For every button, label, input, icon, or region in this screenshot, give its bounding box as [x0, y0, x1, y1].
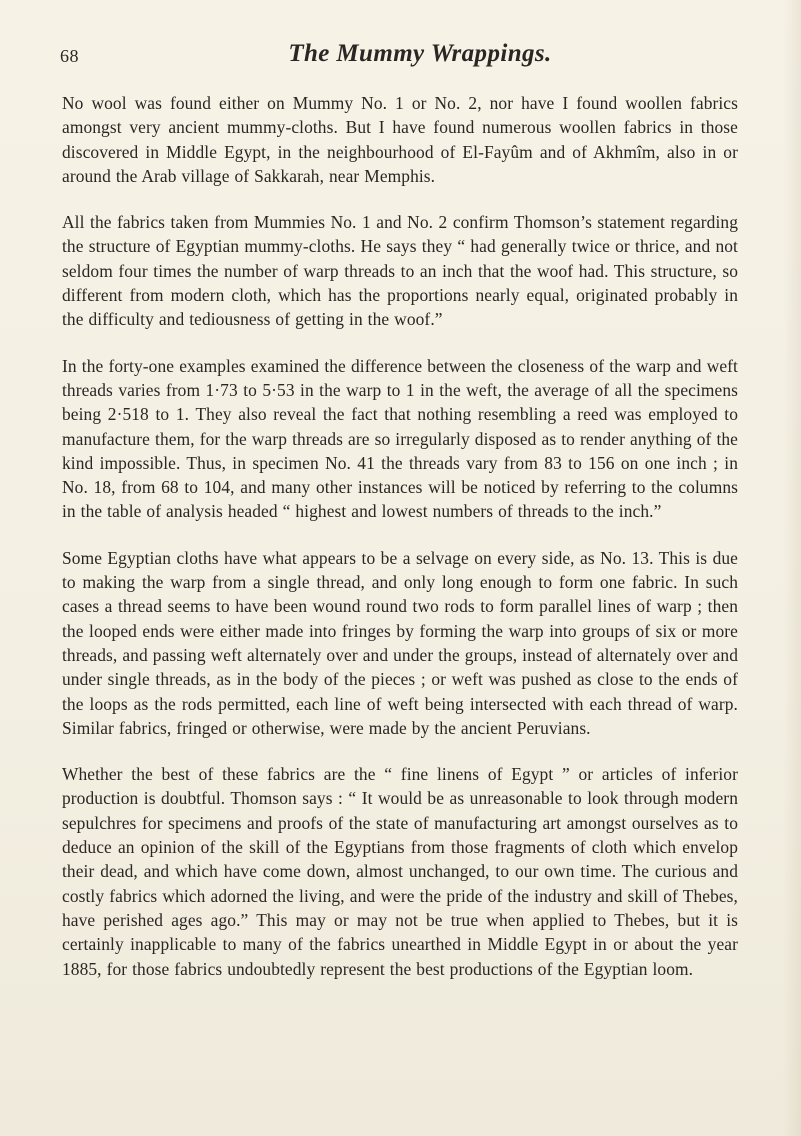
paragraph: All the fabrics taken from Mummies No. 1 and No. 2 confirm Thomson’s statement regarding the structure of Egyptian mummy-cloths. He says they “ had generally twice or thrice, and not seldom four times the number of warp threads to an inch that the woof had. This structure, so different from modern cloth, which has the proportions nearly equal, originated probably in the difficulty and tediousness of getting in the woof.” [62, 212, 738, 330]
paragraph: Whether the best of these fabrics are the “ fine linens of Egypt ” or articles of inferior production is doubtful. Thomson says : “ It would be as unreasonable to look through modern sepulchres for specimens and proofs of the state of manufacturing art amongst ourselves as to deduce an opinion of the skill of the Egyptians from those fragments of cloth which envelop their dead, and which have come down, almost unchanged, to our own time. The curious and costly fabrics which adorned the living, and were the pride of the industry and skill of Thebes, have perished ages ago.” This may or may not be true when applied to Thebes, but it is certainly inapplicable to many of the fabrics unearthed in Middle Egypt in or about the year 1885, for those fabrics undoubtedly represent the best productions of the Egyptian loom. [62, 764, 738, 979]
page-edge-shade [783, 0, 801, 1136]
page-header [60, 40, 740, 76]
paragraph: No wool was found either on Mummy No. 1 or No. 2, nor have I found woollen fabrics amongst very ancient mummy-cloths. But I have found numerous woollen fabrics in those discovered in Middle Egypt, in the neighbourhood of El-Fayûm and of Akhmîm, also in or around the Arab village of Sakkarah, near Memphis. [62, 93, 738, 186]
running-title: The Mummy Wrappings. [288, 40, 552, 67]
page-number: 68 [60, 46, 79, 66]
paragraph: In the forty-one examples examined the difference between the closeness of the warp and weft threads varies from 1·73 to 5·53 in the warp to 1 in the weft, the average of all the specimens being 2·518 to 1. They also reveal the fact that nothing resembling a reed was employed to manufacture them, for the warp threads are so irregularly disposed as to render anything of the kind impossible. Thus, in specimen No. 41 the threads vary from 83 to 156 on one inch ; in No. 18, from 68 to 104, and many other instances will be noticed by referring to the columns in the table of analysis headed “ highest and lowest numbers of threads to the inch.” [62, 355, 738, 522]
body-text [62, 91, 738, 1003]
paragraph: Some Egyptian cloths have what appears to be a selvage on every side, as No. 13. This is due to making the warp from a single thread, and only long enough to form one fabric. In such cases a thread seems to have been wound round two rods to form parallel lines of warp ; then the looped ends were either made into fringes by forming the warp into groups of six or more threads, and passing weft alternately over and under the groups, instead of alternately over and under single threads, as in the body of the pieces ; or weft was pushed as close to the ends of the loops as the rods permitted, each line of weft being intersected with each thread of warp. Similar fabrics, fringed or otherwise, were made by the ancient Peruvians. [62, 547, 738, 738]
